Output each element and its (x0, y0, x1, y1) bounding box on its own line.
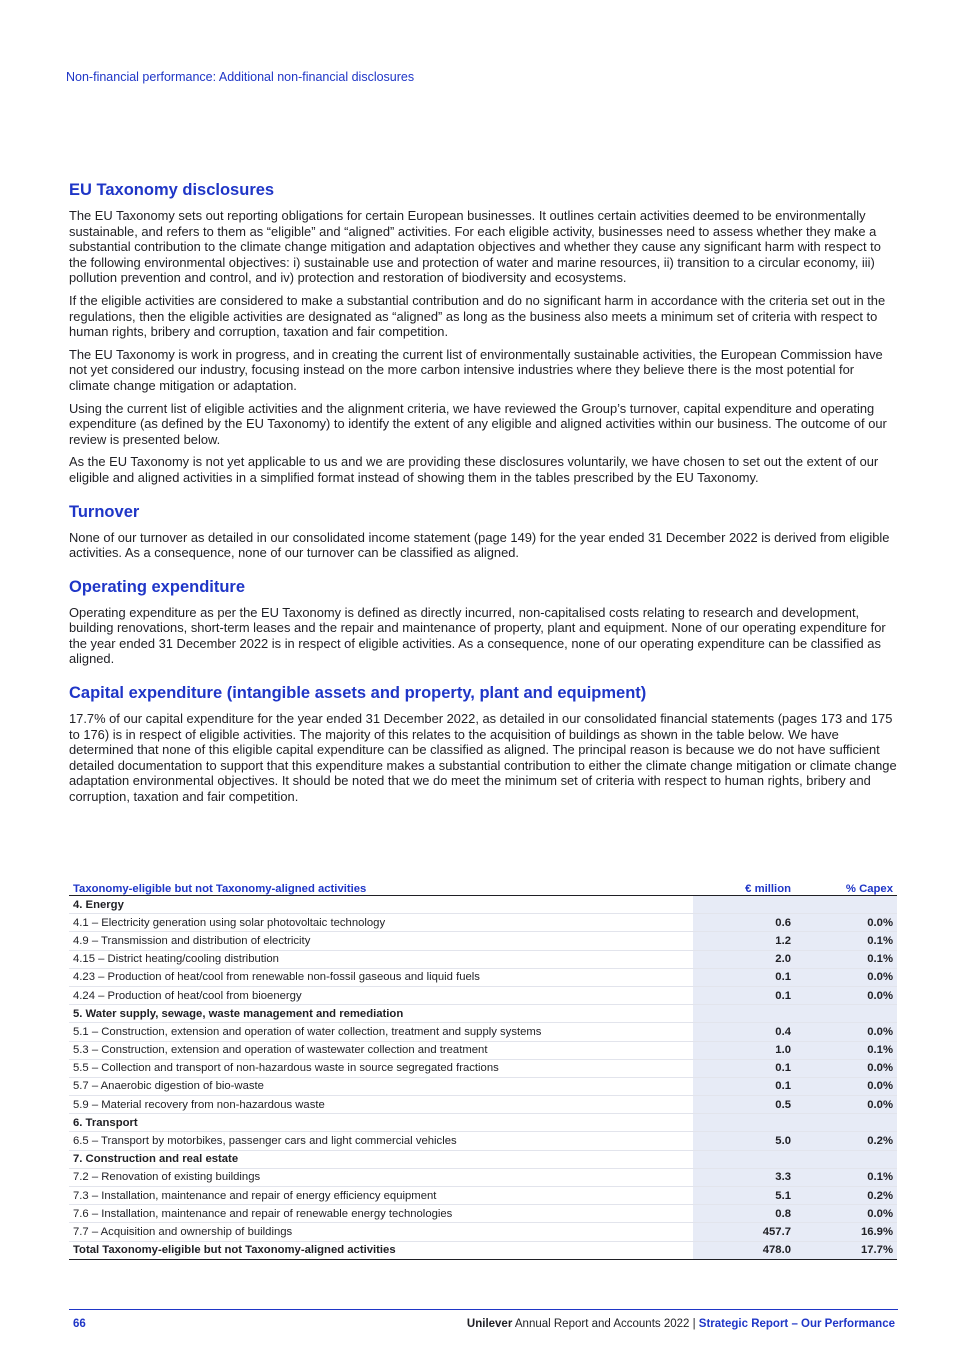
capex-cell: 0.0% (795, 1205, 897, 1223)
capex-cell: 0.0% (795, 1023, 897, 1041)
million-cell: 3.3 (693, 1168, 795, 1186)
table-total-row (69, 1241, 897, 1259)
capex-cell: 0.0% (795, 1077, 897, 1095)
activity-cell: Total Taxonomy-eligible but not Taxonomy-aligned activities (69, 1241, 693, 1259)
million-cell: 1.0 (693, 1041, 795, 1059)
footer-section: Strategic Report – Our Performance (698, 1318, 895, 1330)
table-body (69, 896, 897, 1260)
capex-cell: 0.1% (795, 932, 897, 950)
turnover-heading: Turnover (69, 502, 140, 521)
capex-cell: 0.0% (795, 986, 897, 1004)
million-cell: 5.0 (693, 1132, 795, 1150)
activity-cell: 6. Transport (69, 1114, 693, 1132)
capex-cell: 0.1% (795, 950, 897, 968)
capex-cell: 0.1% (795, 1168, 897, 1186)
million-cell (693, 1150, 795, 1168)
table-row (69, 1132, 897, 1150)
activity-cell: 5. Water supply, sewage, waste management and remediation (69, 1005, 693, 1023)
activity-cell: 5.1 – Construction, extension and operation of water collection, treatment and supply systems (69, 1023, 693, 1041)
table-row (69, 1096, 897, 1114)
taxonomy-paragraph-4: Using the current list of eligible activities and the alignment criteria, we have reviewed the Group’s turnover, capital expenditure and operating expenditure (as defined by the EU Taxonomy) to identify the extent of any eligible and aligned activities within our business. The outcome of our review is presented below. (69, 400, 887, 447)
table-row (69, 1205, 897, 1223)
capex-cell: 0.0% (795, 1096, 897, 1114)
table-row (69, 1023, 897, 1041)
table-group-row (69, 1005, 897, 1023)
activity-cell: 7.6 – Installation, maintenance and repair of renewable energy technologies (69, 1205, 693, 1223)
table-row (69, 1041, 897, 1059)
table-group-row (69, 1114, 897, 1132)
activity-cell: 7. Construction and real estate (69, 1150, 693, 1168)
million-cell: 1.2 (693, 932, 795, 950)
footer-brand: Unilever (466, 1318, 513, 1330)
opex-heading: Operating expenditure (69, 577, 246, 596)
activity-cell: 5.3 – Construction, extension and operation of wastewater collection and treatment (69, 1041, 693, 1059)
million-cell: 457.7 (693, 1223, 795, 1241)
table-row (69, 1223, 897, 1241)
taxonomy-paragraph-3: The EU Taxonomy is work in progress, and in creating the current list of environmentally sustainable activities, the European Commission have not yet considered our industry, focusing instead on the more carbon intensive industries where they believe there is the most potential for climate change mitigation or adaptation. (69, 346, 883, 393)
million-cell (693, 896, 795, 914)
capex-cell (795, 1114, 897, 1132)
activity-cell: 7.7 – Acquisition and ownership of buildings (69, 1223, 693, 1241)
table-row (69, 1077, 897, 1095)
million-cell: 0.1 (693, 1059, 795, 1077)
capex-cell: 0.1% (795, 1041, 897, 1059)
million-cell: 478.0 (693, 1241, 795, 1259)
million-cell: 0.1 (693, 986, 795, 1004)
table-row (69, 1168, 897, 1186)
capex-heading: Capital expenditure (intangible assets and property, plant and equipment) (69, 684, 647, 703)
capex-cell: 0.0% (795, 914, 897, 932)
activity-cell: 7.2 – Renovation of existing buildings (69, 1168, 693, 1186)
taxonomy-paragraph-1: The EU Taxonomy sets out reporting obligations for certain European businesses. It outlines certain activities deemed to be environmentally sustainable, and refers to them as “eligible” and “aligned” activities. For each eligible activity, businesses need to assess whether they make a substantial contribution to the climate change mitigation and adaptation objectives and whether they cause any significant harm with respect to the following environmental objectives: i) sustainable use and protection of water and marine resources, ii) transition to a circular economy, iii) pollution prevention and control, and iv) protection and restoration of biodiversity and ecosystems. (69, 208, 881, 286)
capex-cell: 17.7% (795, 1241, 897, 1259)
running-head: Non-financial performance: Additional non-financial disclosures (66, 70, 415, 84)
capex-column-header: % Capex (795, 878, 897, 896)
footer-report: Annual Report and Accounts 2022 | (512, 1318, 699, 1330)
footer-title (467, 1318, 895, 1330)
million-cell: 5.1 (693, 1187, 795, 1205)
table-header-row (69, 878, 897, 896)
million-cell: 0.4 (693, 1023, 795, 1041)
million-cell: 0.1 (693, 968, 795, 986)
activity-cell: 4.24 – Production of heat/cool from bioenergy (69, 986, 693, 1004)
table-row (69, 986, 897, 1004)
capex-cell: 0.2% (795, 1187, 897, 1205)
million-cell: 2.0 (693, 950, 795, 968)
taxonomy-table (69, 878, 897, 1260)
activity-cell: 4.1 – Electricity generation using solar photovoltaic technology (69, 914, 693, 932)
opex-paragraph: Operating expenditure as per the EU Taxonomy is defined as directly incurred, non-capitalised costs relating to research and development, building renovations, short-term leases and the repair and maintenance of property, plant and equipment. None of our operating expenditure for the year ended 31 December 2022 is in respect of eligible activities. As a consequence, none of our operating expenditure can be classified as aligned. (69, 604, 886, 667)
activity-cell: 6.5 – Transport by motorbikes, passenger cars and light commercial vehicles (69, 1132, 693, 1150)
table-row (69, 932, 897, 950)
million-column-header: € million (693, 878, 795, 896)
activity-cell: 7.3 – Installation, maintenance and repair of energy efficiency equipment (69, 1187, 693, 1205)
activity-cell: 4.9 – Transmission and distribution of electricity (69, 932, 693, 950)
taxonomy-heading: EU Taxonomy disclosures (69, 181, 275, 199)
activity-column-header: Taxonomy-eligible but not Taxonomy-aligned activities (69, 878, 693, 896)
capex-cell: 0.0% (795, 1059, 897, 1077)
table-row (69, 968, 897, 986)
million-cell: 0.1 (693, 1077, 795, 1095)
table-group-row (69, 896, 897, 914)
page-number: 66 (73, 1318, 86, 1330)
million-cell (693, 1114, 795, 1132)
activity-cell: 4.15 – District heating/cooling distribution (69, 950, 693, 968)
million-cell (693, 1005, 795, 1023)
table-row (69, 1187, 897, 1205)
million-cell: 0.6 (693, 914, 795, 932)
table-group-row (69, 1150, 897, 1168)
table-row (69, 1059, 897, 1077)
million-cell: 0.5 (693, 1096, 795, 1114)
capex-cell: 16.9% (795, 1223, 897, 1241)
capex-cell (795, 1150, 897, 1168)
activity-cell: 5.5 – Collection and transport of non-hazardous waste in source segregated fractions (69, 1059, 693, 1077)
million-cell: 0.8 (693, 1205, 795, 1223)
turnover-paragraph: None of our turnover as detailed in our consolidated income statement (page 149) for the year ended 31 December 2022 is derived from eligible activities. As a consequence, none of our turnover can be classified as aligned. (69, 529, 890, 561)
taxonomy-paragraph-5: As the EU Taxonomy is not yet applicable to us and we are providing these disclosures voluntarily, we have chosen to set out the extent of our eligible and aligned activities in a simplified format instead of showing them in the tables prescribed by the EU Taxonomy. (69, 454, 879, 485)
capex-cell (795, 896, 897, 914)
table-row (69, 950, 897, 968)
activity-cell: 4.23 – Production of heat/cool from renewable non-fossil gaseous and liquid fuels (69, 968, 693, 986)
capex-cell: 0.2% (795, 1132, 897, 1150)
main-content (69, 180, 897, 812)
taxonomy-paragraph-2: If the eligible activities are considered to make a substantial contribution and do no significant harm in accordance with the criteria set out in the regulations, then the eligible activities are designated as “aligned” as long as the business also meets a minimum set of criteria with respect to human rights, bribery and corruption, taxation and fair competition. (69, 292, 886, 340)
capex-cell (795, 1005, 897, 1023)
activity-cell: 5.7 – Anaerobic digestion of bio-waste (69, 1077, 693, 1095)
capex-cell: 0.0% (795, 968, 897, 986)
activity-cell: 5.9 – Material recovery from non-hazardous waste (69, 1096, 693, 1114)
footer (69, 1318, 895, 1330)
activity-cell: 4. Energy (69, 896, 693, 914)
capex-paragraph: 17.7% of our capital expenditure for the year ended 31 December 2022, as detailed in our consolidated financial statements (pages 173 and 175 to 176) is in respect of eligible activities. The majority of this relates to the acquisition of buildings as shown in the table below. We have determined that none of this eligible capital expenditure can be classified as aligned. The principal reason is because we do not have sufficient detailed documentation to support that this expenditure makes a substantial contribution to either the climate change mitigation or climate change adaptation environmental objectives. It should be noted that we do meet the minimum set of criteria with respect to human rights, bribery and corruption, taxation and fair competition. (69, 711, 897, 805)
table-row (69, 914, 897, 932)
footer-rule (69, 1309, 898, 1310)
